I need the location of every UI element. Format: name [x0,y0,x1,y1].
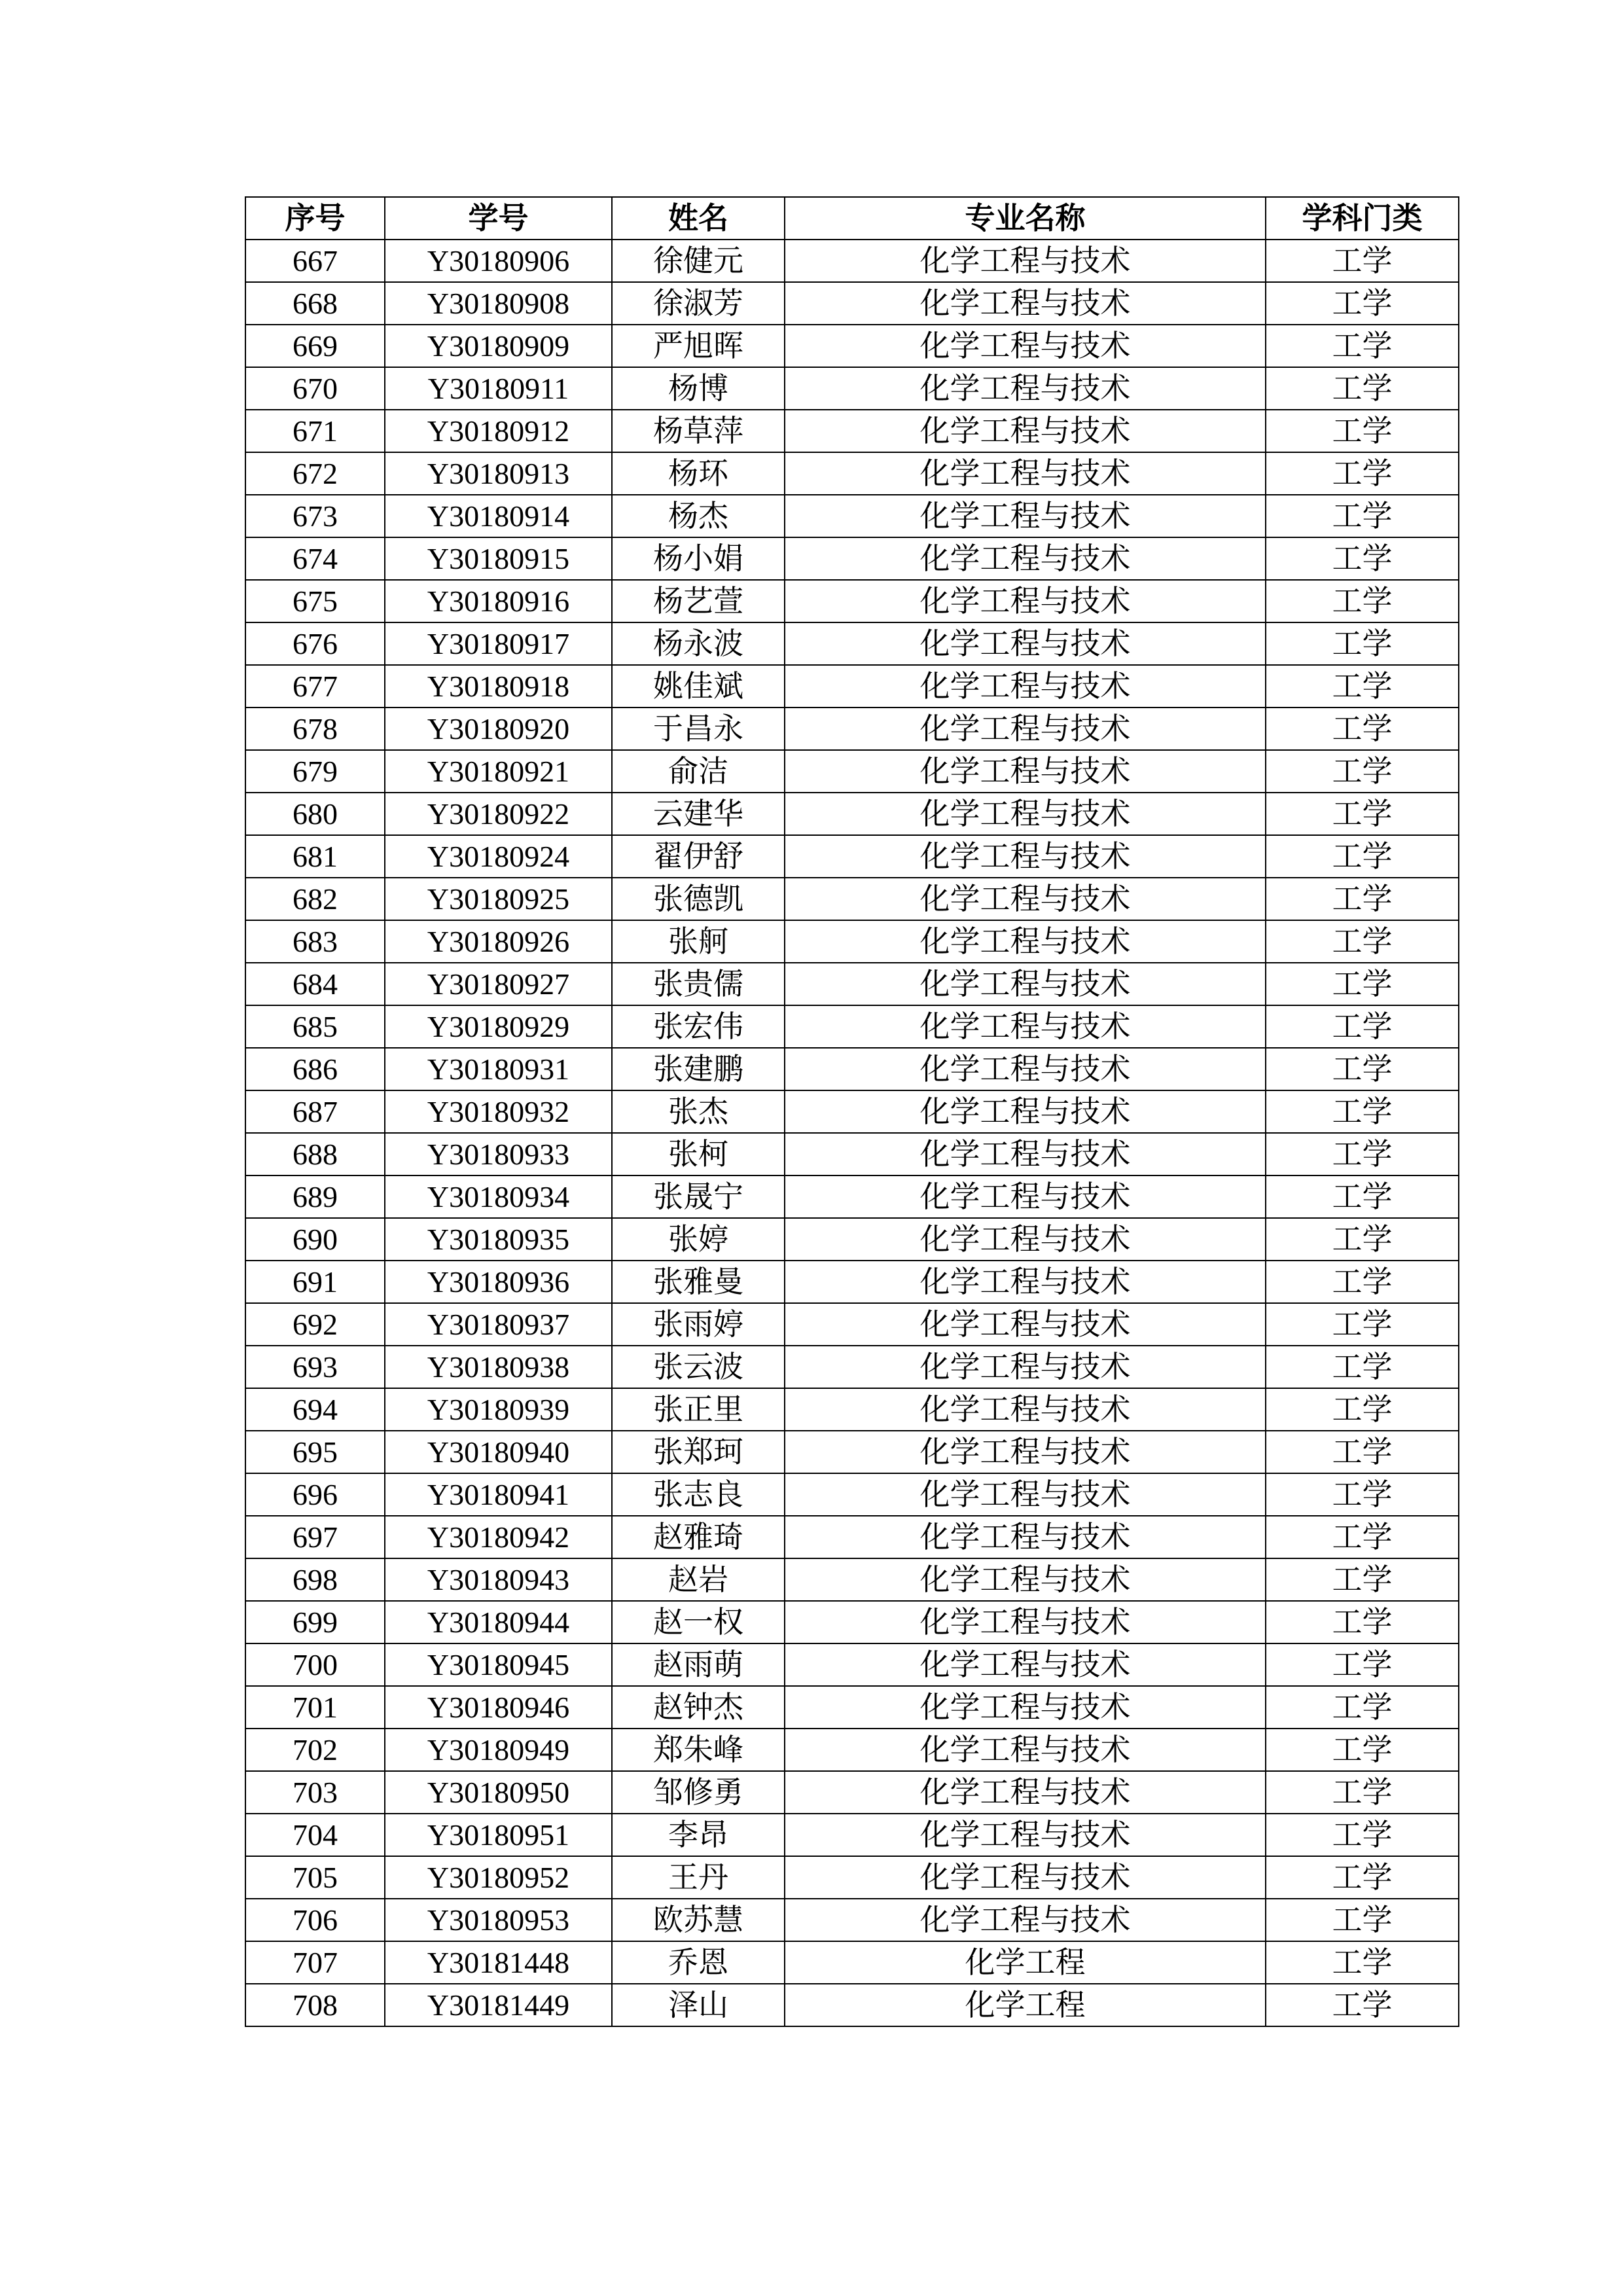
table-row [245,1218,1459,1261]
cell-name: 张云波 [612,1346,785,1388]
header-name: 姓名 [612,197,785,240]
cell-seq: 707 [245,1941,385,1984]
table-row [245,1558,1459,1601]
table-row [245,240,1459,282]
table-row [245,325,1459,367]
cell-discipline: 工学 [1266,1218,1459,1261]
cell-name: 张晟宁 [612,1175,785,1218]
cell-major: 化学工程与技术 [785,665,1266,708]
cell-major: 化学工程与技术 [785,793,1266,835]
cell-discipline: 工学 [1266,622,1459,665]
cell-major: 化学工程与技术 [785,1686,1266,1729]
cell-name: 杨小娟 [612,537,785,580]
cell-major: 化学工程与技术 [785,708,1266,750]
cell-discipline: 工学 [1266,1346,1459,1388]
cell-seq: 701 [245,1686,385,1729]
cell-major: 化学工程与技术 [785,835,1266,878]
cell-name: 赵一权 [612,1601,785,1643]
cell-discipline: 工学 [1266,1303,1459,1346]
table-row [245,452,1459,495]
cell-discipline: 工学 [1266,1090,1459,1133]
cell-major: 化学工程 [785,1984,1266,2026]
cell-discipline: 工学 [1266,1686,1459,1729]
cell-student-id: Y30180937 [385,1303,612,1346]
cell-major: 化学工程与技术 [785,1601,1266,1643]
table-row [245,1516,1459,1558]
cell-name: 严旭晖 [612,325,785,367]
header-discipline: 学科门类 [1266,197,1459,240]
cell-student-id: Y30180934 [385,1175,612,1218]
cell-student-id: Y30180925 [385,878,612,920]
cell-seq: 681 [245,835,385,878]
cell-name: 张志良 [612,1473,785,1516]
cell-name: 张雨婷 [612,1303,785,1346]
cell-major: 化学工程与技术 [785,537,1266,580]
cell-discipline: 工学 [1266,495,1459,537]
cell-student-id: Y30180950 [385,1771,612,1814]
table-row [245,1431,1459,1473]
cell-major: 化学工程与技术 [785,1771,1266,1814]
cell-student-id: Y30180949 [385,1729,612,1771]
cell-discipline: 工学 [1266,1005,1459,1048]
cell-discipline: 工学 [1266,793,1459,835]
header-seq: 序号 [245,197,385,240]
table-row [245,580,1459,622]
cell-major: 化学工程与技术 [785,1218,1266,1261]
cell-major: 化学工程与技术 [785,1516,1266,1558]
cell-student-id: Y30180951 [385,1814,612,1856]
cell-student-id: Y30180908 [385,282,612,325]
cell-discipline: 工学 [1266,1431,1459,1473]
cell-seq: 678 [245,708,385,750]
cell-seq: 708 [245,1984,385,2026]
cell-student-id: Y30180927 [385,963,612,1005]
cell-seq: 679 [245,750,385,793]
cell-name: 杨环 [612,452,785,495]
cell-student-id: Y30180918 [385,665,612,708]
table-row [245,1601,1459,1643]
cell-seq: 682 [245,878,385,920]
cell-major: 化学工程与技术 [785,1175,1266,1218]
table-row [245,1643,1459,1686]
cell-student-id: Y30180911 [385,367,612,410]
cell-name: 杨永波 [612,622,785,665]
cell-name: 赵岩 [612,1558,785,1601]
cell-major: 化学工程与技术 [785,1388,1266,1431]
cell-seq: 674 [245,537,385,580]
cell-discipline: 工学 [1266,580,1459,622]
cell-name: 杨博 [612,367,785,410]
cell-major: 化学工程与技术 [785,367,1266,410]
cell-discipline: 工学 [1266,920,1459,963]
cell-discipline: 工学 [1266,1856,1459,1899]
cell-discipline: 工学 [1266,1643,1459,1686]
cell-major: 化学工程与技术 [785,240,1266,282]
cell-discipline: 工学 [1266,1771,1459,1814]
cell-student-id: Y30180940 [385,1431,612,1473]
table-row [245,878,1459,920]
cell-student-id: Y30180943 [385,1558,612,1601]
cell-major: 化学工程与技术 [785,1558,1266,1601]
cell-student-id: Y30180931 [385,1048,612,1090]
cell-seq: 671 [245,410,385,452]
cell-discipline: 工学 [1266,835,1459,878]
cell-major: 化学工程与技术 [785,282,1266,325]
cell-student-id: Y30180921 [385,750,612,793]
table-row [245,1814,1459,1856]
cell-name: 李昂 [612,1814,785,1856]
cell-seq: 704 [245,1814,385,1856]
cell-name: 张郑珂 [612,1431,785,1473]
cell-name: 翟伊舒 [612,835,785,878]
cell-name: 邹修勇 [612,1771,785,1814]
cell-major: 化学工程与技术 [785,750,1266,793]
cell-major: 化学工程与技术 [785,1814,1266,1856]
cell-seq: 703 [245,1771,385,1814]
cell-student-id: Y30180915 [385,537,612,580]
table-row [245,750,1459,793]
cell-seq: 705 [245,1856,385,1899]
cell-discipline: 工学 [1266,537,1459,580]
cell-name: 赵钟杰 [612,1686,785,1729]
table-row [245,1261,1459,1303]
cell-major: 化学工程与技术 [785,963,1266,1005]
cell-discipline: 工学 [1266,240,1459,282]
cell-student-id: Y30180924 [385,835,612,878]
cell-student-id: Y30180946 [385,1686,612,1729]
cell-name: 姚佳斌 [612,665,785,708]
table-row [245,1005,1459,1048]
cell-name: 赵雅琦 [612,1516,785,1558]
table-row [245,1175,1459,1218]
table-row [245,963,1459,1005]
cell-name: 张宏伟 [612,1005,785,1048]
cell-discipline: 工学 [1266,708,1459,750]
cell-student-id: Y30180926 [385,920,612,963]
cell-name: 王丹 [612,1856,785,1899]
table-row [245,835,1459,878]
cell-seq: 670 [245,367,385,410]
cell-seq: 667 [245,240,385,282]
table-row [245,793,1459,835]
cell-discipline: 工学 [1266,750,1459,793]
cell-discipline: 工学 [1266,452,1459,495]
table-row [245,410,1459,452]
cell-discipline: 工学 [1266,1516,1459,1558]
cell-name: 杨杰 [612,495,785,537]
cell-seq: 669 [245,325,385,367]
table-header [245,197,1459,240]
cell-seq: 683 [245,920,385,963]
cell-name: 杨草萍 [612,410,785,452]
table-row [245,1346,1459,1388]
cell-seq: 691 [245,1261,385,1303]
cell-major: 化学工程与技术 [785,452,1266,495]
cell-discipline: 工学 [1266,878,1459,920]
table-row [245,1771,1459,1814]
cell-seq: 685 [245,1005,385,1048]
cell-discipline: 工学 [1266,1388,1459,1431]
header-row [245,197,1459,240]
cell-name: 徐淑芳 [612,282,785,325]
cell-discipline: 工学 [1266,1984,1459,2026]
cell-name: 赵雨萌 [612,1643,785,1686]
cell-seq: 695 [245,1431,385,1473]
cell-seq: 668 [245,282,385,325]
table-row [245,1984,1459,2026]
cell-seq: 706 [245,1899,385,1941]
cell-name: 俞洁 [612,750,785,793]
cell-major: 化学工程与技术 [785,1261,1266,1303]
cell-seq: 676 [245,622,385,665]
cell-discipline: 工学 [1266,410,1459,452]
cell-student-id: Y30180906 [385,240,612,282]
table-row [245,537,1459,580]
cell-seq: 699 [245,1601,385,1643]
cell-name: 郑朱峰 [612,1729,785,1771]
header-major: 专业名称 [785,197,1266,240]
cell-seq: 680 [245,793,385,835]
table-row [245,1941,1459,1984]
cell-student-id: Y30180912 [385,410,612,452]
table-body [245,240,1459,2026]
student-roster-table [245,196,1459,2027]
cell-student-id: Y30180914 [385,495,612,537]
cell-seq: 700 [245,1643,385,1686]
cell-major: 化学工程与技术 [785,1899,1266,1941]
cell-discipline: 工学 [1266,1899,1459,1941]
cell-student-id: Y30180929 [385,1005,612,1048]
cell-major: 化学工程与技术 [785,1729,1266,1771]
cell-seq: 686 [245,1048,385,1090]
cell-major: 化学工程与技术 [785,1133,1266,1175]
table-row [245,1388,1459,1431]
cell-major: 化学工程与技术 [785,1303,1266,1346]
table-row [245,1303,1459,1346]
cell-student-id: Y30180916 [385,580,612,622]
cell-name: 泽山 [612,1984,785,2026]
cell-student-id: Y30180953 [385,1899,612,1941]
table-row [245,1090,1459,1133]
table-row [245,1473,1459,1516]
cell-seq: 688 [245,1133,385,1175]
cell-student-id: Y30180945 [385,1643,612,1686]
cell-seq: 687 [245,1090,385,1133]
cell-student-id: Y30180936 [385,1261,612,1303]
cell-seq: 684 [245,963,385,1005]
cell-seq: 694 [245,1388,385,1431]
cell-name: 张贵儒 [612,963,785,1005]
cell-name: 杨艺萱 [612,580,785,622]
cell-major: 化学工程与技术 [785,1856,1266,1899]
cell-name: 张雅曼 [612,1261,785,1303]
cell-student-id: Y30180944 [385,1601,612,1643]
cell-student-id: Y30180920 [385,708,612,750]
cell-seq: 702 [245,1729,385,1771]
table-row [245,282,1459,325]
cell-major: 化学工程与技术 [785,1473,1266,1516]
cell-name: 张正里 [612,1388,785,1431]
cell-student-id: Y30180952 [385,1856,612,1899]
cell-major: 化学工程与技术 [785,878,1266,920]
cell-student-id: Y30180913 [385,452,612,495]
cell-student-id: Y30180917 [385,622,612,665]
cell-discipline: 工学 [1266,1048,1459,1090]
cell-student-id: Y30180932 [385,1090,612,1133]
cell-name: 张杰 [612,1090,785,1133]
cell-student-id: Y30180935 [385,1218,612,1261]
cell-major: 化学工程与技术 [785,1431,1266,1473]
cell-discipline: 工学 [1266,1558,1459,1601]
cell-student-id: Y30180933 [385,1133,612,1175]
cell-seq: 692 [245,1303,385,1346]
cell-student-id: Y30180942 [385,1516,612,1558]
table-row [245,708,1459,750]
cell-major: 化学工程与技术 [785,325,1266,367]
cell-discipline: 工学 [1266,325,1459,367]
cell-student-id: Y30180939 [385,1388,612,1431]
cell-student-id: Y30180938 [385,1346,612,1388]
cell-student-id: Y30180909 [385,325,612,367]
cell-name: 欧苏慧 [612,1899,785,1941]
cell-discipline: 工学 [1266,1601,1459,1643]
cell-seq: 673 [245,495,385,537]
cell-seq: 675 [245,580,385,622]
cell-discipline: 工学 [1266,665,1459,708]
cell-name: 徐健元 [612,240,785,282]
table-row [245,622,1459,665]
table-row [245,1048,1459,1090]
cell-name: 张舸 [612,920,785,963]
table-row [245,495,1459,537]
cell-seq: 696 [245,1473,385,1516]
cell-major: 化学工程与技术 [785,622,1266,665]
cell-seq: 689 [245,1175,385,1218]
table-row [245,1729,1459,1771]
cell-major: 化学工程与技术 [785,580,1266,622]
cell-major: 化学工程与技术 [785,1048,1266,1090]
cell-seq: 697 [245,1516,385,1558]
cell-discipline: 工学 [1266,1175,1459,1218]
cell-major: 化学工程与技术 [785,495,1266,537]
cell-name: 张建鹏 [612,1048,785,1090]
cell-name: 于昌永 [612,708,785,750]
cell-discipline: 工学 [1266,1814,1459,1856]
cell-major: 化学工程与技术 [785,410,1266,452]
table-row [245,1856,1459,1899]
cell-seq: 698 [245,1558,385,1601]
cell-student-id: Y30181448 [385,1941,612,1984]
table-row [245,920,1459,963]
cell-student-id: Y30181449 [385,1984,612,2026]
cell-seq: 672 [245,452,385,495]
table-row [245,1686,1459,1729]
cell-name: 张柯 [612,1133,785,1175]
cell-name: 张德凯 [612,878,785,920]
cell-seq: 690 [245,1218,385,1261]
cell-discipline: 工学 [1266,1473,1459,1516]
cell-student-id: Y30180941 [385,1473,612,1516]
cell-student-id: Y30180922 [385,793,612,835]
table-row [245,1899,1459,1941]
cell-discipline: 工学 [1266,1941,1459,1984]
table-row [245,665,1459,708]
table-row [245,367,1459,410]
cell-major: 化学工程与技术 [785,920,1266,963]
cell-discipline: 工学 [1266,1133,1459,1175]
cell-name: 云建华 [612,793,785,835]
cell-discipline: 工学 [1266,1729,1459,1771]
cell-discipline: 工学 [1266,367,1459,410]
cell-discipline: 工学 [1266,1261,1459,1303]
table-row [245,1133,1459,1175]
cell-seq: 693 [245,1346,385,1388]
cell-major: 化学工程与技术 [785,1005,1266,1048]
cell-name: 张婷 [612,1218,785,1261]
cell-major: 化学工程 [785,1941,1266,1984]
cell-seq: 677 [245,665,385,708]
cell-major: 化学工程与技术 [785,1346,1266,1388]
cell-major: 化学工程与技术 [785,1643,1266,1686]
cell-name: 乔恩 [612,1941,785,1984]
cell-discipline: 工学 [1266,282,1459,325]
cell-major: 化学工程与技术 [785,1090,1266,1133]
header-student-id: 学号 [385,197,612,240]
cell-discipline: 工学 [1266,963,1459,1005]
